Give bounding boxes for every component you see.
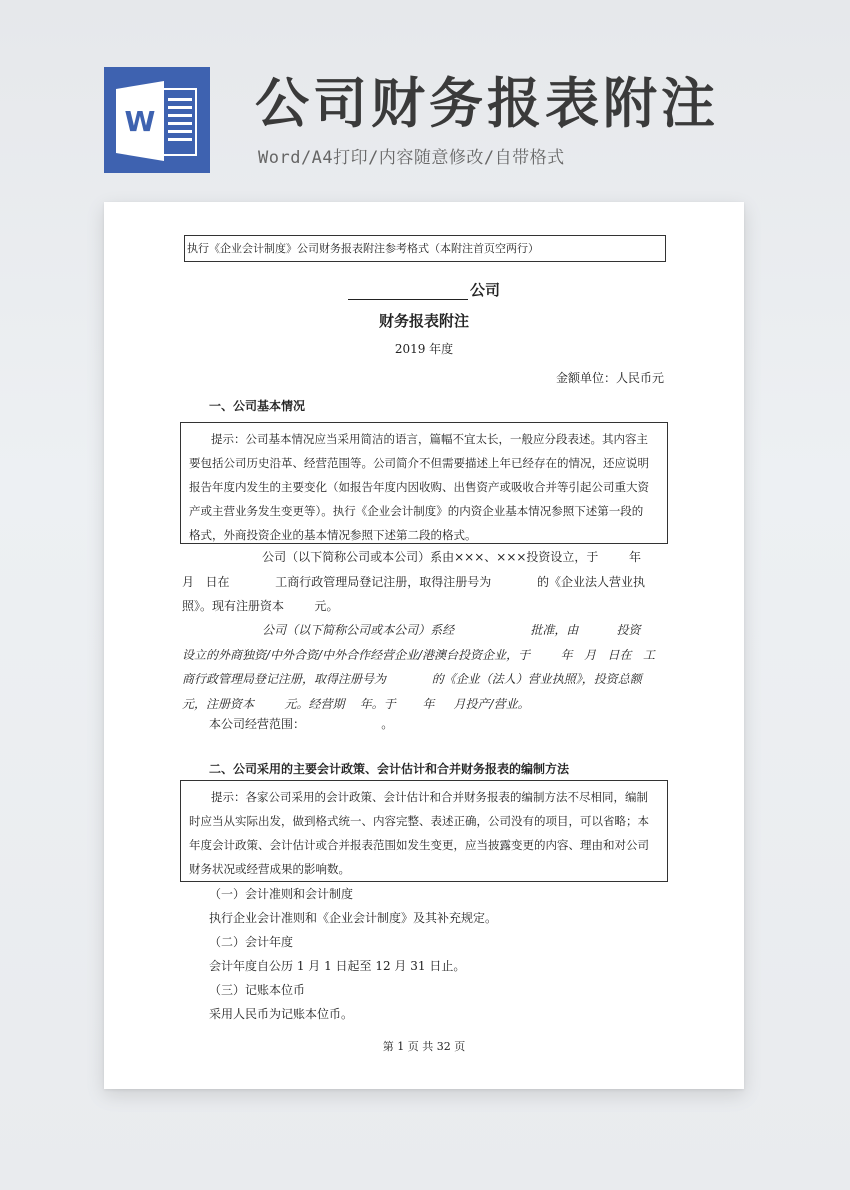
paragraph-line: 元，注册资本 元。经营期 年。于 年 月投产/营业。 xyxy=(182,696,530,711)
business-scope-line: 本公司经营范围： 。 xyxy=(209,717,394,731)
tip-line: 产或主营业务发生变更等）。执行《企业会计制度》的内资企业基本情况参照下述第一段的 xyxy=(189,504,644,518)
tip-line: 提示：公司基本情况应当采用简洁的语言，篇幅不宜太长，一般应分段表述。其内容主 xyxy=(211,432,648,446)
section-2-tip-box xyxy=(180,780,668,882)
tip-line: 时应当从实际出发，做到格式统一、内容完整、表述正确，公司没有的项目，可以省略；本 xyxy=(189,814,649,828)
paragraph-line: 公司（以下简称公司或本公司）系由×××、×××投资设立，于 年 xyxy=(182,550,641,564)
item-3-label: （三）记账本位币 xyxy=(209,983,306,997)
tip-line: 要包括公司历史沿革、经营范围等。公司简介不但需要描述上年已经存在的情况，还应说明 xyxy=(189,456,649,470)
item-2-text: 会计年度自公历 1 月 1 日起至 12 月 31 日止。 xyxy=(209,959,466,973)
currency-unit: 金额单位：人民币元 xyxy=(555,371,664,385)
hero-subtitle: Word/A4打印/内容随意修改/自带格式 xyxy=(258,148,565,168)
section-1-paragraph-domestic xyxy=(182,545,666,619)
paragraph-line: 设立的外商独资/中外合资/中外合作经营企业/港澳台投资企业，于 年 月 日在 工 xyxy=(182,647,655,662)
item-2-label: （二）会计年度 xyxy=(209,935,294,949)
tip-line: 报告年度内发生的主要变化（如报告年度内因收购、出售资产或吸收合并等引起公司重大资 xyxy=(189,480,649,494)
page-footer: 第 1 页 共 32 页 xyxy=(382,1040,466,1053)
document-year: 2019 年度 xyxy=(394,342,454,356)
tip-line: 财务状况或经营成果的影响数。 xyxy=(189,862,350,876)
svg-text:W: W xyxy=(124,105,156,138)
word-icon xyxy=(104,67,210,173)
paragraph-line: 照》。现有注册资本 元。 xyxy=(182,599,339,613)
tip-line: 年度会计政策、会计估计或合并报表范围如发生变更，应当披露变更的内容、理由和对公司 xyxy=(189,838,649,852)
tip-line: 格式，外商投资企业的基本情况参照下述第二段的格式。 xyxy=(189,528,477,542)
section-1-paragraph-foreign xyxy=(182,618,666,716)
item-1-text: 执行企业会计准则和《企业会计制度》及其补充规定。 xyxy=(209,911,498,925)
section-1-heading: 一、公司基本情况 xyxy=(209,399,306,413)
paragraph-line: 公司（以下简称公司或本公司）系经 批准，由 投资 xyxy=(182,623,641,637)
company-name-blank xyxy=(348,282,468,300)
paragraph-line: 商行政管理局登记注册，取得注册号为 的《企业（法人）营业执照》，投资总额 xyxy=(182,672,642,686)
document-page xyxy=(104,202,744,1089)
header-note-box: 执行《企业会计制度》公司财务报表附注参考格式（本附注首页空两行） xyxy=(184,235,666,262)
document-title: 财务报表附注 xyxy=(378,312,469,330)
hero-title: 公司财务报表附注 xyxy=(255,72,719,135)
section-1-tip-box xyxy=(180,422,668,544)
company-suffix: 公司 xyxy=(470,281,501,299)
paragraph-line: 月 日在 工商行政管理局登记注册，取得注册号为 的《企业法人营业执 xyxy=(182,574,645,589)
company-name-line xyxy=(348,276,500,300)
tip-line: 提示：各家公司采用的会计政策、会计估计和合并财务报表的编制方法不尽相同，编制 xyxy=(211,790,648,804)
item-1-label: （一）会计准则和会计制度 xyxy=(209,887,354,901)
item-3-text: 采用人民币为记账本位币。 xyxy=(209,1007,354,1021)
section-2-heading: 二、公司采用的主要会计政策、会计估计和合并财务报表的编制方法 xyxy=(209,762,570,776)
